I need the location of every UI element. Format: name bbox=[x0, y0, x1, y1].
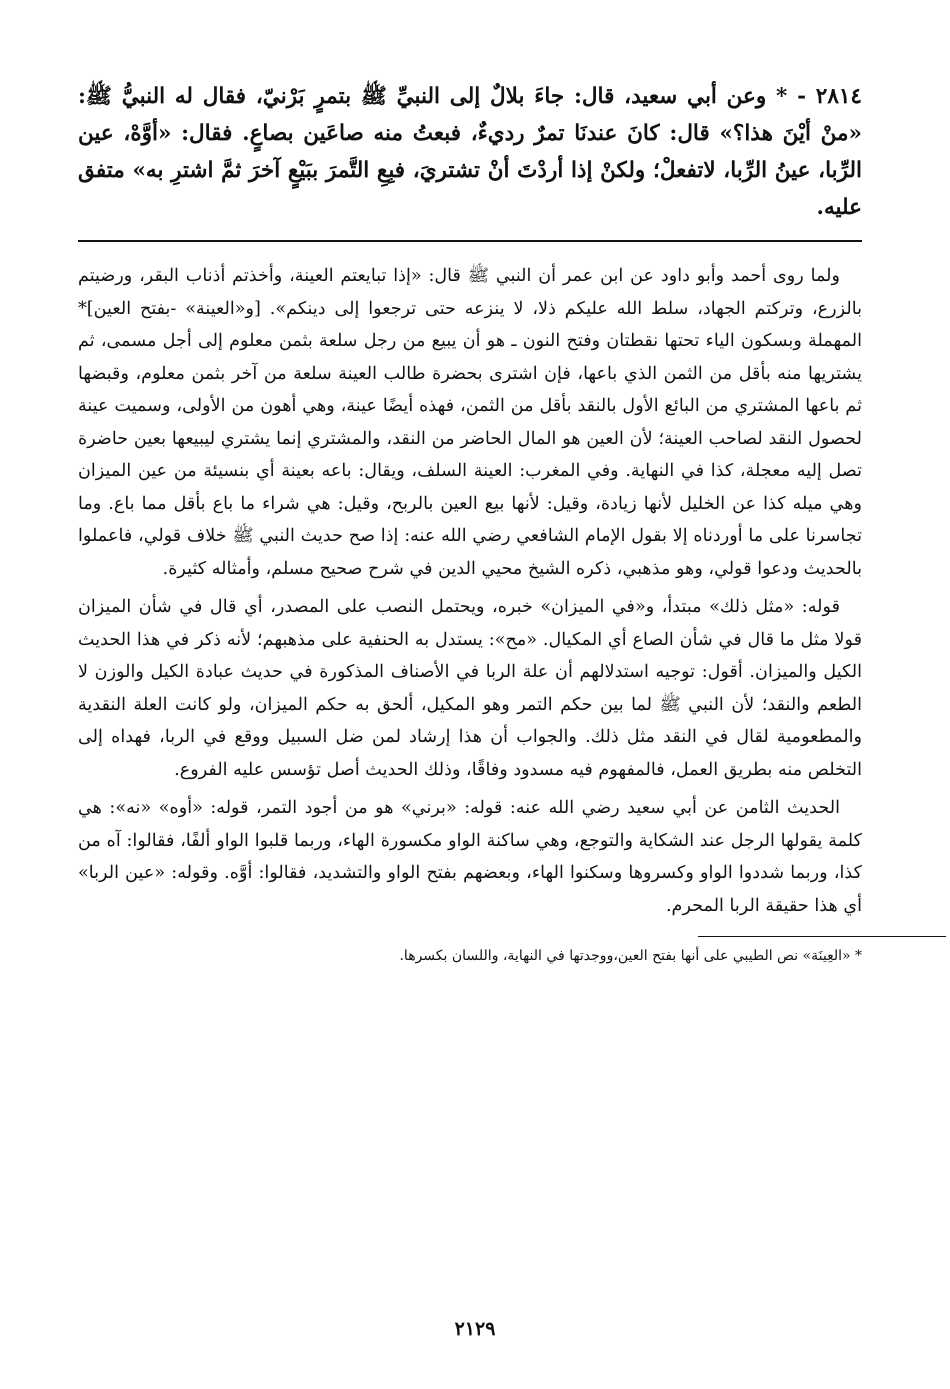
hadith-block bbox=[78, 78, 862, 226]
footnote: * «العِينَة» نص الطيبي على أنها بفتح العين،ووجدتها في النهاية، واللسان بكسرها. bbox=[399, 948, 862, 964]
commentary bbox=[78, 260, 862, 922]
page-number: ٢١٢٩ bbox=[454, 1318, 496, 1340]
commentary-paragraph-2: قوله: «مثل ذلك» مبتدأ، و«في الميزان» خبره، ويحتمل النصب على المصدر، أي قال في شأن الميزان قولا مثل ما قال في شأن الصاع أي المكيال. «مح»: يستدل به الحنفية على مذهبهم؛ لأنه ذكر في هذا الحديث الكيل والميزان. أقول: توجيه استدلالهم أن علة الربا في الأصناف المذكورة في حديث عبادة الكيل والوزن لا الطعم والنقد؛ لأن النبي ﷺ لما بين حكم التمر وهو المكيل، ألحق به حكم الميزان، ولو كانت العلة النقدية والمطعومية لقال في النقد مثل ذلك. والجواب أن هذا إرشاد لمن ضل السبيل ووقع في الربا، فهداه إلى التخلص منه بطريق العمل، فالمفهوم فيه مسدود وفاقًا، وذلك الحديث أصل تؤسس عليه الفروع. bbox=[78, 597, 862, 780]
footnote-divider bbox=[78, 936, 862, 937]
hadith-text: * وعن أبي سعيد، قال: جاءَ بلالٌ إلى النبيِّ ﷺ بتمرٍ بَرْنيّ، فقال له النبيُّ ﷺ: «منْ أيْنَ هذا؟» قال: كانَ عندنَا تمرٌ رديءٌ، فبعتُ منه صاعَين بصاعٍ. فقال: «أوَّهْ، عين الرِّبا، عينُ الرِّبا، لاتفعلْ؛ ولكنْ إذا أردْتَ أنْ تشتريَ، فبِعِ التَّمرَ ببَيْعٍ آخرَ ثمَّ اشترِ به» متفق عليه. bbox=[78, 84, 862, 220]
commentary-paragraph-1: ولما روى أحمد وأبو داود عن ابن عمر أن النبي ﷺ قال: «إذا تبايعتم العينة، وأخذتم أذناب البقر، ورضيتم بالزرع، وتركتم الجهاد، سلط الله عليكم ذلا، لا ينزعه حتى ترجعوا إلى دينكم». [و«العينة» -بفتح العين]* المهملة وبسكون الياء تحتها نقطتان وفتح النون ـ هو أن يبيع من رجل سلعة بثمن معلوم إلى أجل مسمى، ثم يشتريها منه بأقل من الثمن الذي باعها، فإن اشترى بحضرة طالب العينة سلعة من آخر بثمن معلوم، وقبضها ثم باعها المشتري من البائع الأول بالنقد بأقل من الثمن، فهذه أيضًا عينة، وهي أهون من الأولى، وسميت عينة لحصول النقد لصاحب العينة؛ لأن العين هو المال الحاضر من النقد، والمشتري إنما يشتري ليبيعها بعين حاضرة تصل إليه معجلة، كذا في النهاية. وفي المغرب: العينة السلف، ويقال: باعه بعينة أي بنسيئة من عين الميزان وهي ميله كذا عن الخليل لأنها زيادة، وقيل: لأنها بيع العين بالربح، وقيل: هي شراء ما باع بأقل مما باع. وما تجاسرنا على ما أوردناه إلا بقول الإمام الشافعي رضي الله عنه: إذا صح حديث النبي ﷺ خلاف قولي، فاعملوا بالحديث ودعوا قولي، وهو مذهبي، ذكره الشيخ محيي الدين في شرح صحيح مسلم، وأمثاله كثيرة. bbox=[78, 266, 862, 579]
hadith-number: ٢٨١٤ - bbox=[797, 84, 862, 109]
commentary-paragraph-3: الحديث الثامن عن أبي سعيد رضي الله عنه: قوله: «برني» هو من أجود التمر، قوله: «أوه» «نه»: هي كلمة يقولها الرجل عند الشكاية والتوجع، وهي ساكنة الواو مكسورة الهاء، وربما قلبوا الواو ألفًا، فقالوا: آه من كذا، وربما شددوا الواو وكسروها وسكنوا الهاء، وبعضهم بفتح الواو والتشديد، فقالوا: أوَّه. وقوله: «عين الربا» أي هذا حقيقة الربا المحرم. bbox=[78, 798, 862, 916]
section-divider bbox=[78, 240, 862, 242]
